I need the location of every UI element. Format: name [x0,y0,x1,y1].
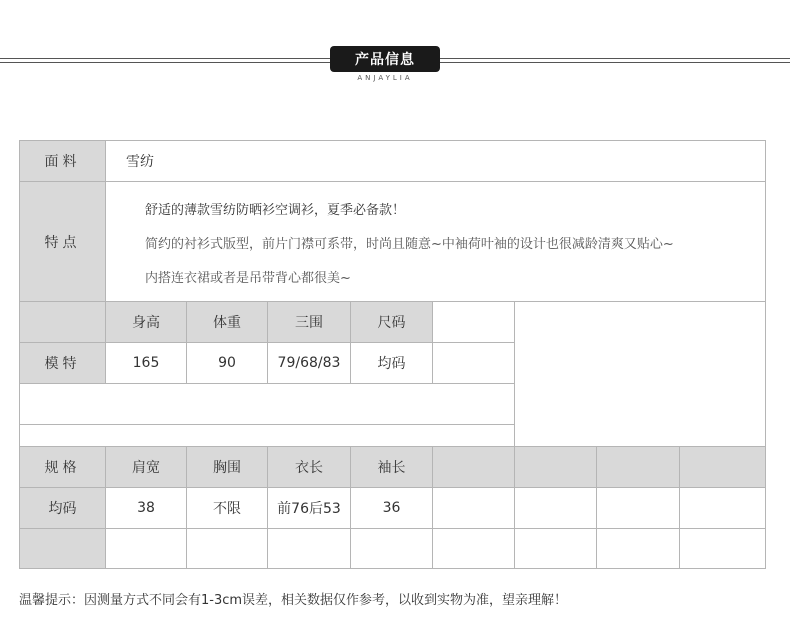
model-value: 均码 [350,342,433,384]
empty-cell [105,528,187,569]
empty-cell [514,528,597,569]
empty-cell [267,528,351,569]
spec-row-label: 均码 [19,487,106,529]
empty-label-cell [19,528,106,569]
empty-cell [432,528,515,569]
empty-cell [186,528,268,569]
header-subtitle: ANJAYLIA [357,74,413,82]
empty-cell [596,528,680,569]
spec-header-empty [679,446,766,488]
blank-row [19,424,515,447]
spec-header-empty [432,446,515,488]
features-label: 特点 [19,181,106,302]
spec-header: 衣长 [267,446,351,488]
model-header: 三围 [267,301,351,343]
spec-label: 规格 [19,446,106,488]
empty-cell [679,528,766,569]
spec-value: 不限 [186,487,268,529]
feature-line: 简约的衬衫式版型，前片门襟可系带，时尚且随意~中袖荷叶袖的设计也很减龄清爽又贴心~ [145,237,674,252]
header-line-left [0,58,330,59]
header-line-left-2 [0,62,330,63]
empty-cell [350,528,433,569]
model-corner-cell [19,301,106,343]
empty-cell [679,487,766,529]
model-value: 90 [186,342,268,384]
blank-row [19,383,515,425]
header-badge [330,46,440,72]
spec-value: 36 [350,487,433,529]
header-title: 产品信息 [355,52,415,68]
header-line-right [440,58,790,59]
spec-header-empty [514,446,597,488]
empty-block [514,301,766,447]
model-label: 模特 [19,342,106,384]
model-header: 体重 [186,301,268,343]
spec-header-empty [596,446,680,488]
feature-line: 内搭连衣裙或者是吊带背心都很美~ [145,271,351,286]
model-header: 身高 [105,301,187,343]
model-value: 79/68/83 [267,342,351,384]
feature-line: 舒适的薄款雪纺防晒衫空调衫，夏季必备款！ [145,203,406,218]
model-header: 尺码 [350,301,433,343]
empty-cell [432,342,515,384]
header-line-right-2 [440,62,790,63]
model-value: 165 [105,342,187,384]
empty-cell [432,301,515,343]
spec-value: 前76后53 [267,487,351,529]
empty-cell [596,487,680,529]
fabric-label: 面料 [19,140,106,182]
spec-header: 胸围 [186,446,268,488]
fabric-value: 雪纺 [105,140,766,182]
empty-cell [432,487,515,529]
empty-cell [514,487,597,529]
footer-note: 温馨提示：因测量方式不同会有1-3cm误差，相关数据仅作参考，以收到实物为准，望亲理解！ [19,593,568,608]
spec-header: 肩宽 [105,446,187,488]
spec-header: 袖长 [350,446,433,488]
spec-value: 38 [105,487,187,529]
